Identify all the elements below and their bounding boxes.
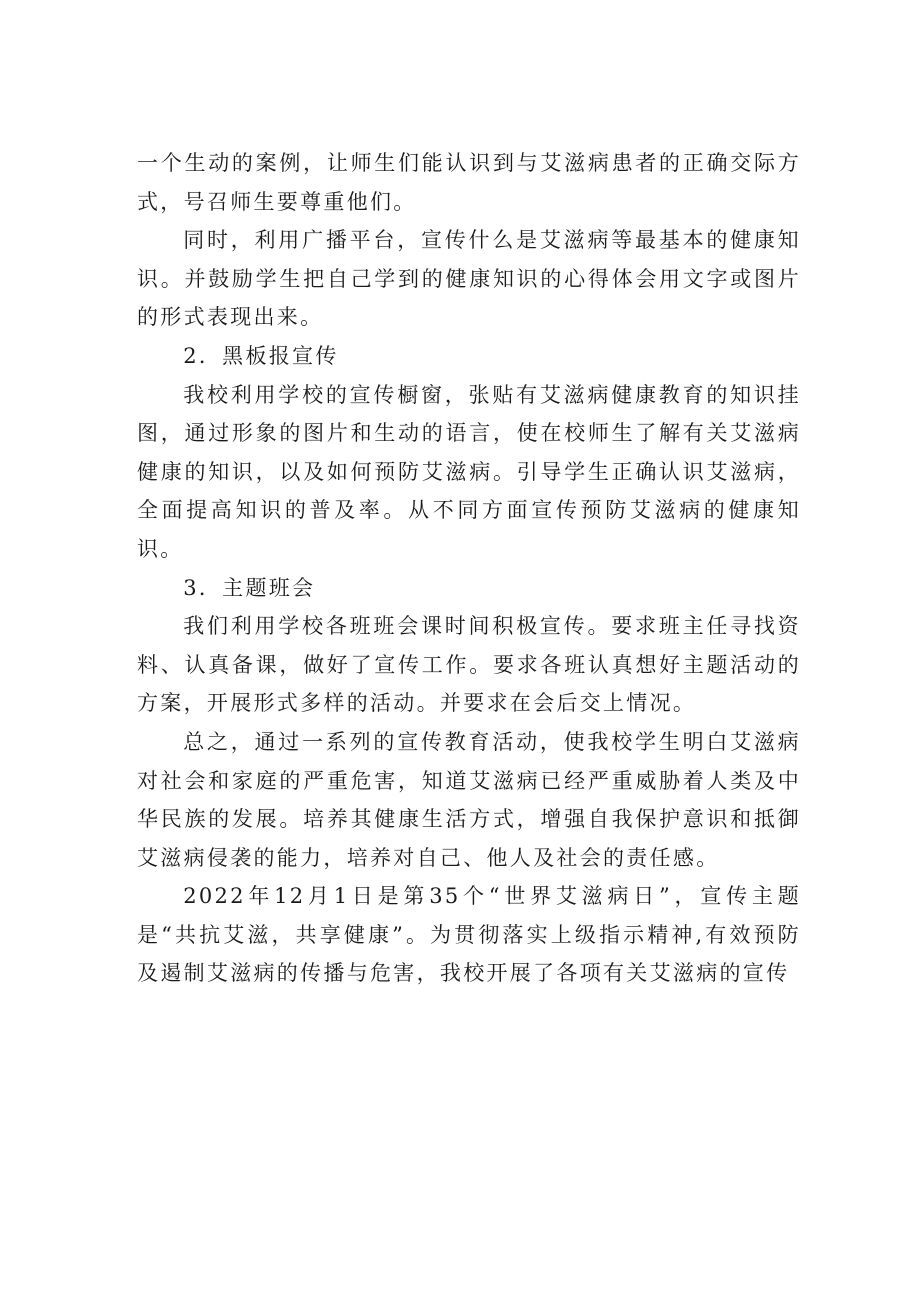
section-heading-class-meeting: 3．主题班会	[183, 575, 316, 600]
paragraph-world-aids-day: 2022年12月1日是第35个“世界艾滋病日”，宣传主题是“共抗艾滋，共享健康”。为贯彻落实上级指示精神,有效预防及遏制艾滋病的传播与危害，我校开展了各项有关艾滋病的宣传	[137, 884, 801, 986]
paragraph-broadcast: 同时，利用广播平台，宣传什么是艾滋病等最基本的健康知识。并鼓励学生把自己学到的健康知识的心得体会用文字或图片的形式表现出来。	[137, 228, 801, 330]
paragraph-class-meeting: 我们利用学校各班班会课时间积极宣传。要求班主任寻找资料、认真备课，做好了宣传工作。要求各班认真想好主题活动的方案，开展形式多样的活动。并要求在会后交上情况。	[137, 614, 801, 716]
paragraph-blackboard: 我校利用学校的宣传橱窗，张贴有艾滋病健康教育的知识挂图，通过形象的图片和生动的语言，使在校师生了解有关艾滋病健康的知识，以及如何预防艾滋病。引导学生正确认识艾滋病，全面提高知识的普及率。从不同方面宣传预防艾滋病的健康知识。	[137, 382, 801, 561]
paragraph-continuation: 一个生动的案例，让师生们能认识到与艾滋病患者的正确交际方式，号召师生要尊重他们。	[137, 151, 801, 214]
section-heading-blackboard: 2．黑板报宣传	[183, 343, 339, 368]
document-body	[137, 144, 801, 993]
paragraph-summary: 总之，通过一系列的宣传教育活动，使我校学生明白艾滋病对社会和家庭的严重危害，知道艾滋病已经严重威胁着人类及中华民族的发展。培养其健康生活方式，增强自我保护意识和抵御艾滋病侵袭的能力，培养对自己、他人及社会的责任感。	[137, 729, 801, 870]
